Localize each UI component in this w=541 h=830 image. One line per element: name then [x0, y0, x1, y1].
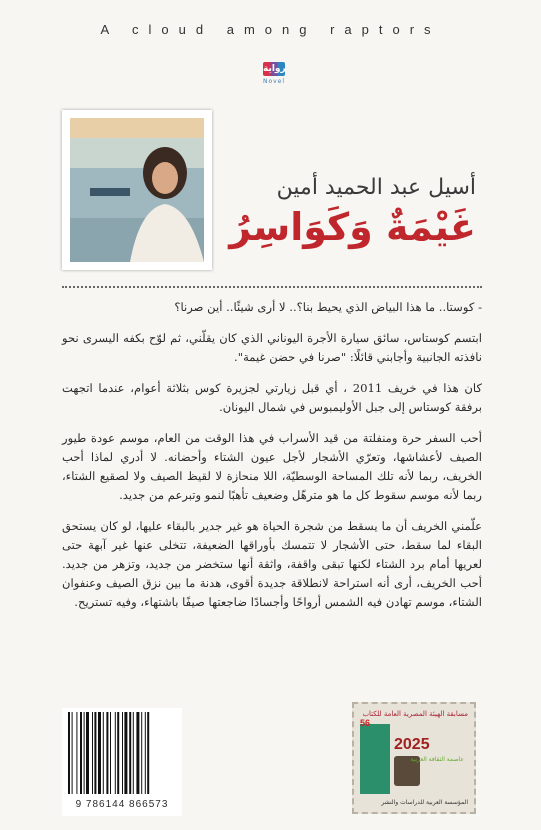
- barcode-bar: [86, 712, 89, 794]
- stamp-mosque-image: [360, 724, 390, 794]
- stamp-badge: 56: [360, 718, 371, 728]
- barcode-bar: [103, 712, 104, 794]
- blurb-paragraph: ابتسم كوستاس، سائق سيارة الأجرة اليوناني الذي كان يقلّني، ثم لوّح بكفه اليسرى نحو نافذته الجانبية وأجابني قائلًا: "صرنا في حضن غيمة".: [62, 331, 482, 364]
- barcode: [62, 708, 182, 816]
- stamp-year: 2025: [394, 736, 430, 753]
- barcode-bar: [141, 712, 142, 794]
- barcode-bar: [98, 712, 101, 794]
- barcode-bar: [136, 712, 139, 794]
- barcode-bar: [94, 712, 96, 794]
- barcode-bars: [66, 712, 178, 794]
- barcode-bar: [80, 712, 82, 794]
- stamp-subtitle: عاصمة الثقافة العربية: [410, 756, 464, 763]
- barcode-bar: [115, 712, 116, 794]
- author-name: أسيل عبد الحميد أمين: [276, 175, 476, 200]
- barcode-bar: [133, 712, 134, 794]
- publisher-logo: [262, 62, 286, 85]
- blurb-paragraph: كان هذا في خريف 2011 ، أي قبل زيارتي لجزيرة كوس بثلاثة أعوام، عندما اتجهت برفقة كوستاس إلى جبل الأوليمبوس في شمال اليونان.: [62, 381, 482, 414]
- award-stamp: [352, 702, 476, 814]
- barcode-bar: [124, 712, 127, 794]
- publisher-logo-text: Novel: [262, 78, 286, 85]
- barcode-bar: [76, 712, 77, 794]
- barcode-bar: [68, 712, 70, 794]
- barcode-bar: [106, 712, 108, 794]
- barcode-bar: [122, 712, 123, 794]
- blurb-paragraph: أحب السفر حرة ومنفلتة من قيد الأسراب في هذا الوقت من العام، موسم عودة طيور الصيف لأعشاشها، وتعرّي الأشجار لأجل عيون الشتاء وأحضانه. لا أدري لماذا أحب الخريف، ربما لأنه تلك المساحة الوسطيّة، اللا منحازة لا لقيظ الصيف ولا لصقيع الشتاء، ربما لأنه موسم سقوط كل ما هو مترهّل وضعيف تأهبًا لنمو وتبرعم من جديد.: [62, 431, 482, 502]
- barcode-bar: [84, 712, 85, 794]
- barcode-bar: [72, 712, 73, 794]
- stamp-top-text: مسابقة الهيئة المصرية العامة للكتاب: [362, 710, 468, 718]
- publisher-logo-mark: رواية: [263, 64, 286, 74]
- author-photo: [62, 110, 212, 270]
- dotted-divider: [62, 286, 482, 288]
- barcode-bar: [129, 712, 131, 794]
- barcode-bar: [92, 712, 93, 794]
- isbn-number: 9 786144 866573: [75, 799, 169, 810]
- barcode-bar: [117, 712, 119, 794]
- barcode-bar: [147, 712, 149, 794]
- barcode-bar: [110, 712, 111, 794]
- blurb: [62, 298, 482, 624]
- stamp-bottom-text: المؤسسة العربية للدراسات والنشر: [381, 799, 468, 806]
- english-title: A cloud among raptors: [100, 22, 441, 37]
- blurb-paragraph: علّمني الخريف أن ما يسقط من شجرة الحياة هو غير جدير بالبقاء عليها، لو كان يستحق البقاء لما سقط، حتى الأشجار لا تتمسك بأوراقها الضعيفة، تتخلى عنها غير آبهة حتى لعريها أمام برد الشتاء لكنها تبقى واقفة، واثقة أنها ستخضر من جديد، وتزهر من جديد. أحب الخريف، أرى أنه استراحة لانطلاقة جديدة أقوى، هدنة ما بين نزق الصيف وعنفوان الشتاء، موسم تهادن فيه الشمس أرواحًا وأجسادًا ضاجعتها صيفًا باشتهاء، وفيه تستريح.: [62, 519, 482, 609]
- barcode-bar: [145, 712, 146, 794]
- blurb-paragraph: - كوستا.. ما هذا البياض الذي يحيط بنا؟.. لا أرى شيئًا.. أين صرنا؟: [174, 300, 482, 314]
- book-title: غَيْمَةٌ وَكَوَاسِرُ: [229, 205, 476, 249]
